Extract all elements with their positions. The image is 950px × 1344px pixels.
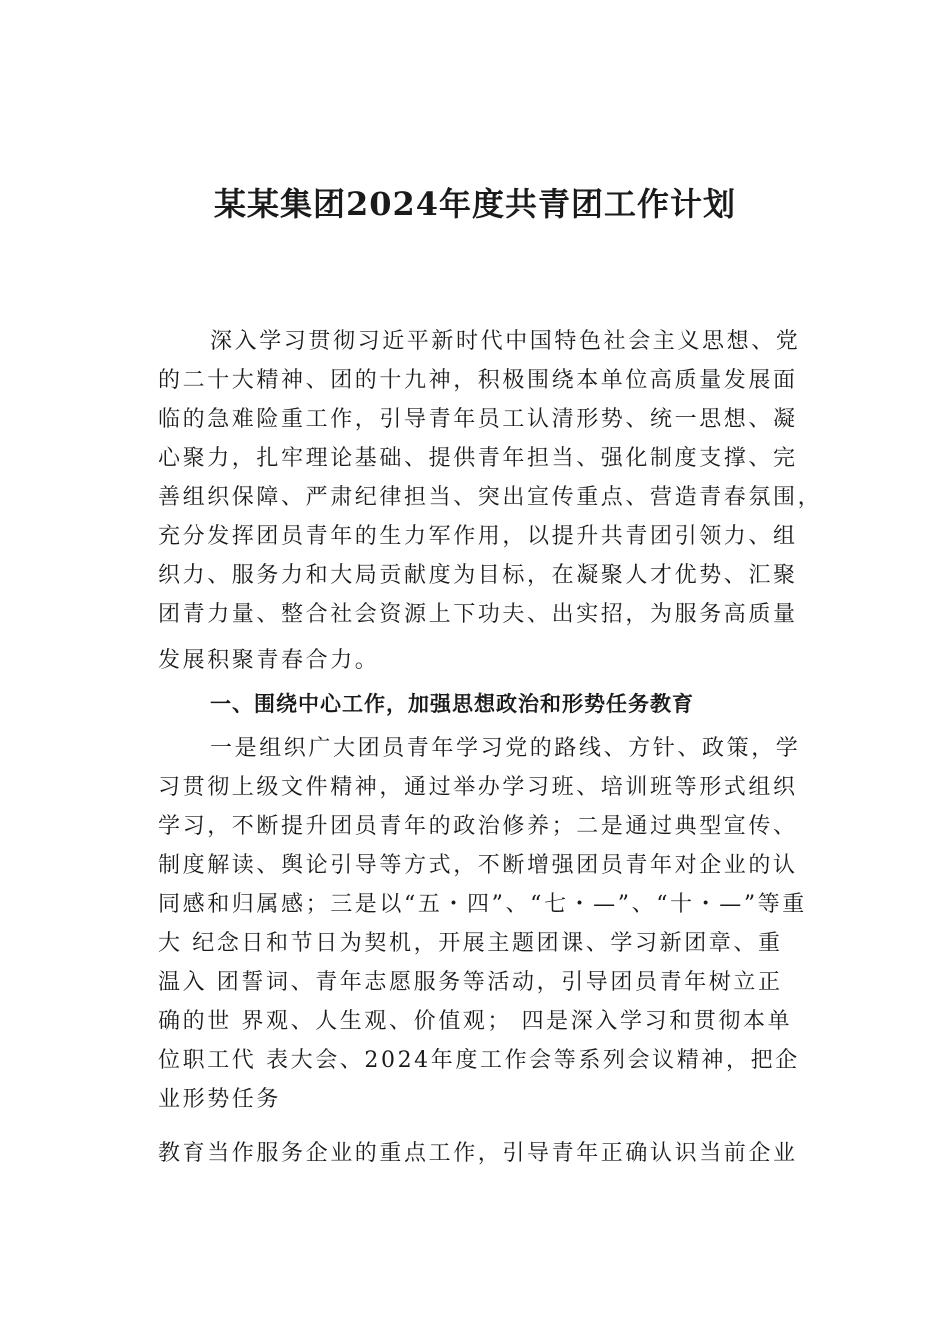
- section-line: 业形势任务: [158, 1087, 282, 1112]
- section-heading: 一、围绕中心工作，加强思想政治和形势任务教育: [210, 692, 694, 716]
- intro-line: 深入学习贯彻习近平新时代中国特色社会主义思想、党: [210, 329, 801, 354]
- intro-line: 善组织保障、严肃纪律担当、突出宣传重点、营造青春氛围，: [158, 485, 823, 510]
- intro-line: 心聚力，扎牢理论基础、提供青年担当、强化制度支撑、完: [158, 446, 798, 471]
- intro-line: 临的急难险重工作，引导青年员工认清形势、统一思想、凝: [158, 407, 798, 432]
- section-line: 同感和归属感；三是以“五・四”、“七・—”、“十・—”等重: [158, 892, 807, 917]
- intro-line: 发展积聚青春合力。: [158, 648, 380, 673]
- section-line: 学习，不断提升团员青年的政治修养；二是通过典型宣传、: [158, 814, 798, 839]
- intro-line: 团青力量、整合社会资源上下功夫、出实招，为服务高质量: [158, 602, 798, 627]
- section-line: 温入 团誓词、青年志愿服务等活动，引导团员青年树立正: [158, 970, 783, 995]
- section-line: 制度解读、舆论引导等方式，不断增强团员青年对企业的认: [158, 853, 798, 878]
- section-line: 一是组织广大团员青年学习党的路线、方针、政策，学: [210, 736, 801, 761]
- section-line: 习贯彻上级文件精神，通过举办学习班、培训班等形式组织: [158, 775, 798, 800]
- section-line: 确的世 界观、人生观、价值观； 四是深入学习和贯彻本单: [158, 1009, 793, 1034]
- intro-line: 充分发挥团员青年的生力军作用，以提升共青团引领力、组: [158, 524, 798, 549]
- section-line: 教育当作服务企业的重点工作，引导青年正确认识当前企业: [158, 1141, 798, 1166]
- intro-line: 的二十大精神、团的十九神，积极围绕本单位高质量发展面: [158, 368, 798, 393]
- intro-line: 织力、服务力和大局贡献度为目标，在凝聚人才优势、汇聚: [158, 563, 798, 588]
- section-line: 位职工代 表大会、2024年度工作会等系列会议精神，把企: [158, 1048, 800, 1073]
- section-line: 大 纪念日和节日为契机，开展主题团课、学习新团章、重: [158, 931, 783, 956]
- document-title: 某某集团2024年度共青团工作计划: [213, 185, 737, 223]
